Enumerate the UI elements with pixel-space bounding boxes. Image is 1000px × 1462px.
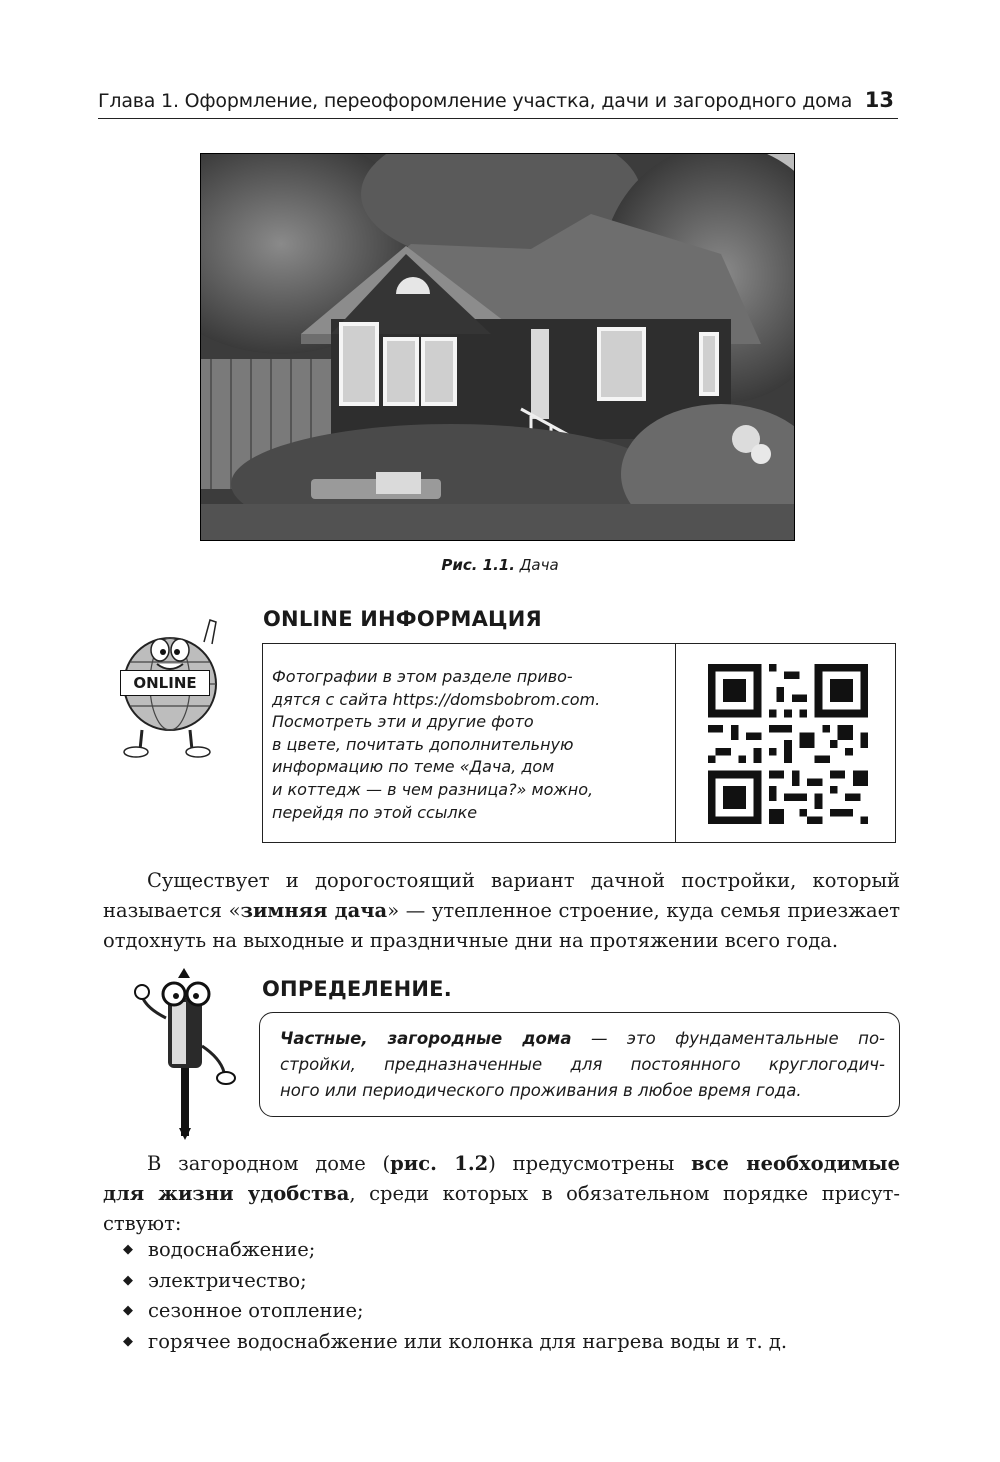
paragraph-line: для жизни удобства, среди которых в обязательном порядке присут- [103,1182,900,1205]
online-info-title: ONLINE ИНФОРМАЦИЯ [263,607,542,631]
online-info-box [262,643,896,843]
list-item: ◆ горячее водоснабжение или колонка для нагрева воды и т. д. [123,1327,787,1358]
definition-title: ОПРЕДЕЛЕНИЕ. [262,977,452,1001]
pencil-mascot [128,968,238,1140]
definition-term: Частные, загородные дома [280,1029,572,1048]
figure-caption [0,556,1000,574]
online-sign: ONLINE [120,670,210,696]
list-item: ◆ водоснабжение; [123,1235,787,1266]
paragraph-line: Существует и дорогостоящий вариант дачной постройки, который [147,869,900,892]
online-info-text: Фотографии в этом разделе приво- дятся с сайта https://domsbobrom.com. Посмотреть эти и другие фото в цвете, почитать дополнительную информацию по теме «Дача, дом и коттедж — в чем разница?» можно, перейдя по этой ссылке [272,667,601,822]
term-winter-dacha: зимняя дача [240,899,388,922]
paragraph-amenities [103,1149,900,1239]
definition-box [259,1012,900,1117]
list-item: ◆ сезонное отопление; [123,1296,787,1327]
paragraph-winter-dacha [103,866,900,956]
definition-line: ного или периодического проживания в любое время года. [280,1081,802,1100]
paragraph-line: ствуют: [103,1212,182,1235]
figure-reference: рис. 1.2 [390,1152,489,1175]
page-number: 13 [864,88,894,112]
bullet-diamond-icon: ◆ [123,1242,133,1257]
bullet-diamond-icon: ◆ [123,1333,133,1349]
definition-text [280,1026,885,1104]
amenities-list [123,1235,787,1357]
definition-line: стройки, предназначенные для постоянного круглогодич- [280,1055,885,1074]
bullet-diamond-icon: ◆ [123,1272,133,1288]
paragraph-line: называется «зимняя дача» — утепленное строение, куда семья приезжает [103,899,901,922]
globe-mascot [112,612,232,762]
house-photo-illustration [201,154,794,540]
bullet-diamond-icon: ◆ [123,1303,133,1318]
figure-caption-label: Рис. 1.1. [441,556,515,574]
list-item: ◆ электричество; [123,1266,787,1297]
chapter-title: Глава 1. Оформление, переофоромление участка, дачи и загородного дома [98,90,853,112]
paragraph-line: отдохнуть на выходные и праздничные дни на протяжении всего года. [103,929,839,952]
definition-line: Частные, загородные дома — это фундаментальные по- [280,1029,885,1048]
figure-caption-text: Дача [519,556,559,574]
paragraph-line: В загородном доме (рис. 1.2) предусмотрены все необходимые [147,1152,900,1175]
running-header [98,86,898,119]
online-info-divider [675,644,676,842]
house-photo [200,153,795,541]
qr-code[interactable] [708,664,868,824]
